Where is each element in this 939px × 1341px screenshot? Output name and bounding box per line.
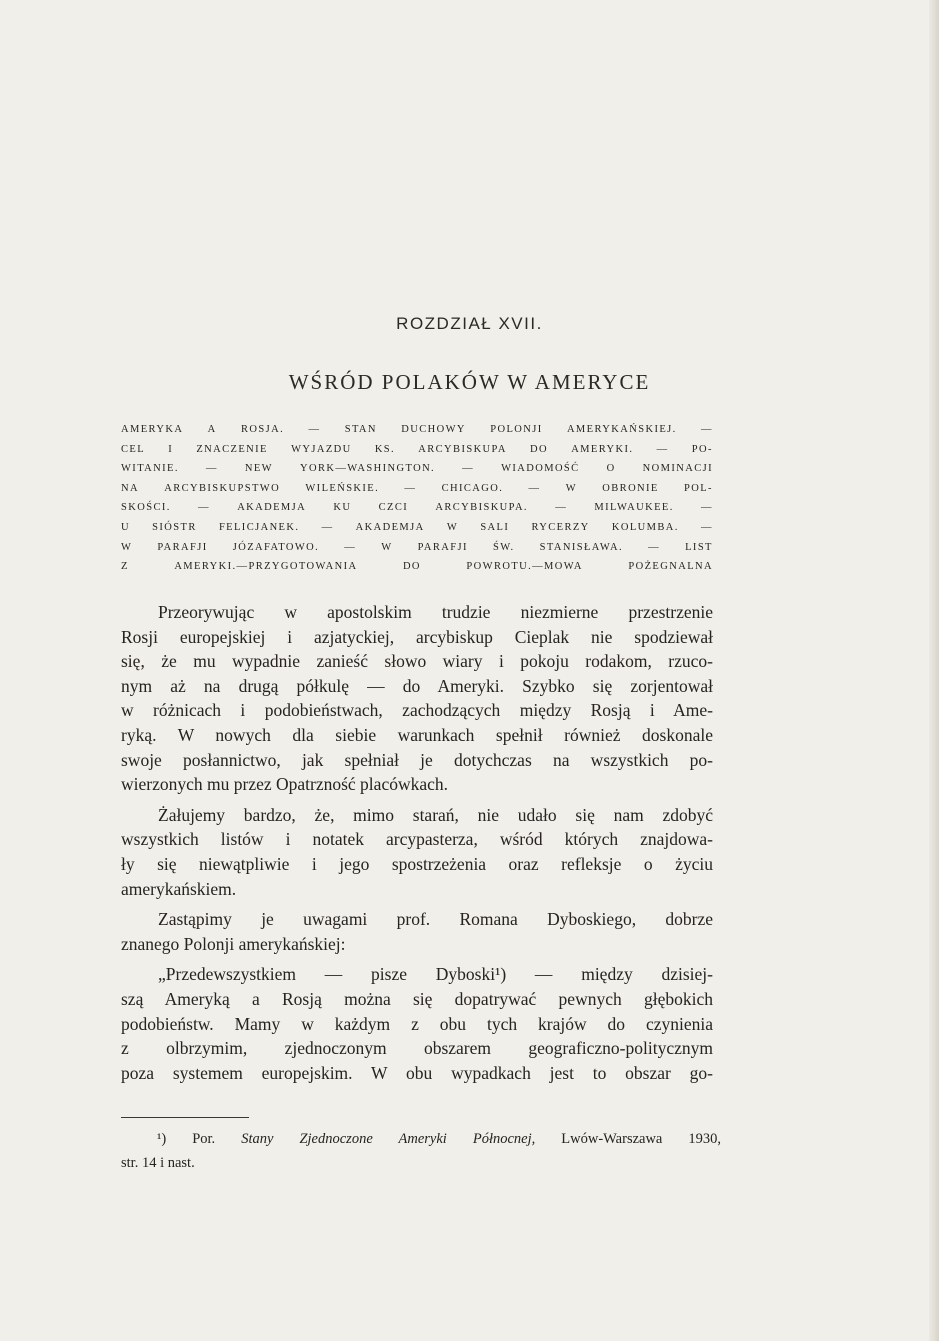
text-line: ły się niewątpliwie i jego spostrzeżenia oraz refleksje o życiu xyxy=(121,853,713,874)
summary-word: DO xyxy=(402,561,421,573)
summary-word: DO xyxy=(530,443,548,455)
text-line: Zastąpimy je uwagami prof. Romana Dyboskiego, dobrze xyxy=(158,909,713,930)
footnote-prefix: Por. xyxy=(192,1131,216,1147)
summary-word: CZCI xyxy=(378,502,409,514)
summary-word: — xyxy=(308,424,321,435)
summary-line xyxy=(121,518,713,538)
summary-word: YORK—WASHINGTON. xyxy=(300,463,436,475)
text-line: Rosji europejskiej i azjatyckiej, arcybiskup Cieplak nie spodziewał xyxy=(121,626,713,647)
footnote-line-1 xyxy=(121,1127,721,1151)
summary-word: U xyxy=(121,521,130,533)
text-line: Żałujemy bardzo, że, mimo starań, nie udało się nam zdobyć xyxy=(158,804,713,825)
summary-word: RYCERZY xyxy=(531,521,590,533)
summary-word: ARCYBISKUPSTWO xyxy=(164,482,281,494)
summary-word: W xyxy=(565,482,578,494)
summary-word: O xyxy=(606,463,616,475)
summary-word: WITANIE. xyxy=(121,463,179,475)
summary-word: A xyxy=(207,424,217,435)
summary-line xyxy=(121,459,713,479)
footnote-rest: Lwów-Warszawa 1930, xyxy=(561,1131,722,1147)
summary-word: I xyxy=(168,443,174,455)
summary-word: — xyxy=(555,502,568,514)
summary-word: KOLUMBA. xyxy=(611,521,679,533)
chapter-summary xyxy=(121,420,713,577)
summary-word: ŚW. xyxy=(492,541,515,553)
summary-word: — xyxy=(656,443,669,455)
summary-word: SALI xyxy=(480,521,510,533)
footnote-title: Stany Zjednoczone Ameryki Północnej, xyxy=(241,1131,536,1147)
text-line: Przeorywując w apostolskim trudzie niezmierne przestrzenie xyxy=(158,602,713,622)
summary-word: LIST xyxy=(685,541,713,553)
footnote-rule xyxy=(121,1117,249,1118)
summary-word: — xyxy=(701,424,713,435)
summary-word: Z xyxy=(121,561,129,573)
summary-word: ROSJA. xyxy=(240,424,285,435)
summary-word: STANISŁAWA. xyxy=(539,541,624,553)
summary-line xyxy=(121,420,713,440)
summary-word: AMERYKAŃSKIEJ. xyxy=(566,424,677,435)
summary-word: ARCYBISKUPA. xyxy=(435,502,528,514)
summary-word: JÓZAFATOWO. xyxy=(232,541,320,553)
summary-word: AMERYKA xyxy=(121,424,184,435)
chapter-number: ROZDZIAŁ XVII. xyxy=(396,314,543,333)
summary-word: — xyxy=(321,521,334,533)
summary-word: NEW xyxy=(244,463,273,475)
text-line: się, że mu wypadnie zanieść słowo wiary i pokoju rodakom, rzuco- xyxy=(121,651,713,672)
summary-word: AMERYKI.—PRZYGOTOWANIA xyxy=(174,561,358,573)
text-line: ryką. W nowych dla siebie warunkach spełnił również doskonale xyxy=(121,724,713,745)
summary-word: — xyxy=(701,502,713,514)
summary-word: — xyxy=(462,463,475,475)
text-line: znanego Polonji amerykańskiej: xyxy=(121,933,346,954)
text-line: nym aż na drugą półkulę — do Ameryki. Szybko się zorjentował xyxy=(121,675,713,696)
footnote-marker: ¹) xyxy=(157,1131,167,1147)
summary-word: KS. xyxy=(374,443,396,455)
summary-word: PARAFJI xyxy=(417,541,468,553)
summary-word: ARCYBISKUPA xyxy=(418,443,507,455)
summary-word: SIÓSTR xyxy=(152,521,197,533)
text-line: „Przedewszystkiem — pisze Dyboski¹) — między dzisiej- xyxy=(158,964,713,985)
summary-word: POLONJI xyxy=(490,424,543,435)
summary-word: W xyxy=(446,521,459,533)
summary-word: CEL xyxy=(121,443,146,455)
text-line: w różnicach i podobieństwach, zachodzących między Rosją i Ame- xyxy=(121,700,713,721)
text-line: wszystkich listów i notatek arcypasterza, wśród których znajdowa- xyxy=(121,829,713,850)
summary-line xyxy=(121,498,713,518)
text-line: z olbrzymim, zjednoczonym obszarem geograficzno-politycznym xyxy=(121,1038,713,1059)
summary-line xyxy=(121,538,713,558)
text-line: swoje posłannictwo, jak spełniał je dotychczas na wszystkich po- xyxy=(121,749,713,770)
summary-word: WILEŃSKIE. xyxy=(305,482,380,494)
summary-word: — xyxy=(198,502,210,514)
summary-word: — xyxy=(700,521,713,533)
summary-word: SKOŚCI. xyxy=(121,502,171,514)
chapter-title: WŚRÓD POLAKÓW W AMERYCE xyxy=(288,370,651,394)
summary-word: W xyxy=(121,541,133,553)
text-line: podobieństw. Mamy w każdym z obu tych krajów do czynienia xyxy=(121,1013,713,1034)
summary-word: WYJAZDU xyxy=(291,443,352,455)
summary-word: POL- xyxy=(684,482,713,494)
summary-word: DUCHOWY xyxy=(401,424,466,435)
summary-word: — xyxy=(205,463,218,475)
footnotes xyxy=(121,1127,721,1175)
summary-word: POWROTU.—MOWA xyxy=(466,561,583,573)
summary-word: NOMINACJI xyxy=(642,463,713,475)
summary-word: PARAFJI xyxy=(157,541,208,553)
summary-word: WIADOMOŚĆ xyxy=(501,463,580,475)
summary-word: AKADEMJA xyxy=(355,521,425,533)
summary-word: CHICAGO. xyxy=(441,482,504,494)
summary-line xyxy=(121,479,713,499)
summary-word: POŻEGNALNA xyxy=(628,561,713,573)
summary-word: — xyxy=(404,482,417,494)
summary-word: FELICJANEK. xyxy=(218,521,300,533)
summary-line xyxy=(121,440,713,460)
summary-word: — xyxy=(648,541,661,553)
page-edge xyxy=(929,0,939,1341)
summary-word: OBRONIE xyxy=(602,482,659,494)
summary-word: — xyxy=(528,482,541,494)
summary-word: PO- xyxy=(691,443,713,455)
text-line: amerykańskiem. xyxy=(121,878,237,899)
summary-word: — xyxy=(344,541,357,553)
summary-word: STAN xyxy=(344,424,377,435)
footnote-line-2: str. 14 i nast. xyxy=(121,1155,195,1171)
summary-line xyxy=(121,557,713,577)
body-text xyxy=(121,600,713,1085)
summary-word: W xyxy=(381,541,393,553)
text-line: szą Ameryką a Rosją można się dopatrywać pewnych głębokich xyxy=(121,988,713,1009)
text-line: wierzonych mu przez Opatrzność placówkach. xyxy=(121,774,449,795)
summary-word: AKADEMJA xyxy=(237,502,307,514)
text-line: poza systemem europejskim. W obu wypadkach jest to obszar go- xyxy=(121,1062,713,1083)
summary-word: ZNACZENIE xyxy=(196,443,268,455)
summary-word: AMERYKI. xyxy=(571,443,634,455)
summary-word: MILWAUKEE. xyxy=(594,502,674,514)
summary-word: NA xyxy=(121,482,139,494)
summary-word: KU xyxy=(333,502,352,514)
